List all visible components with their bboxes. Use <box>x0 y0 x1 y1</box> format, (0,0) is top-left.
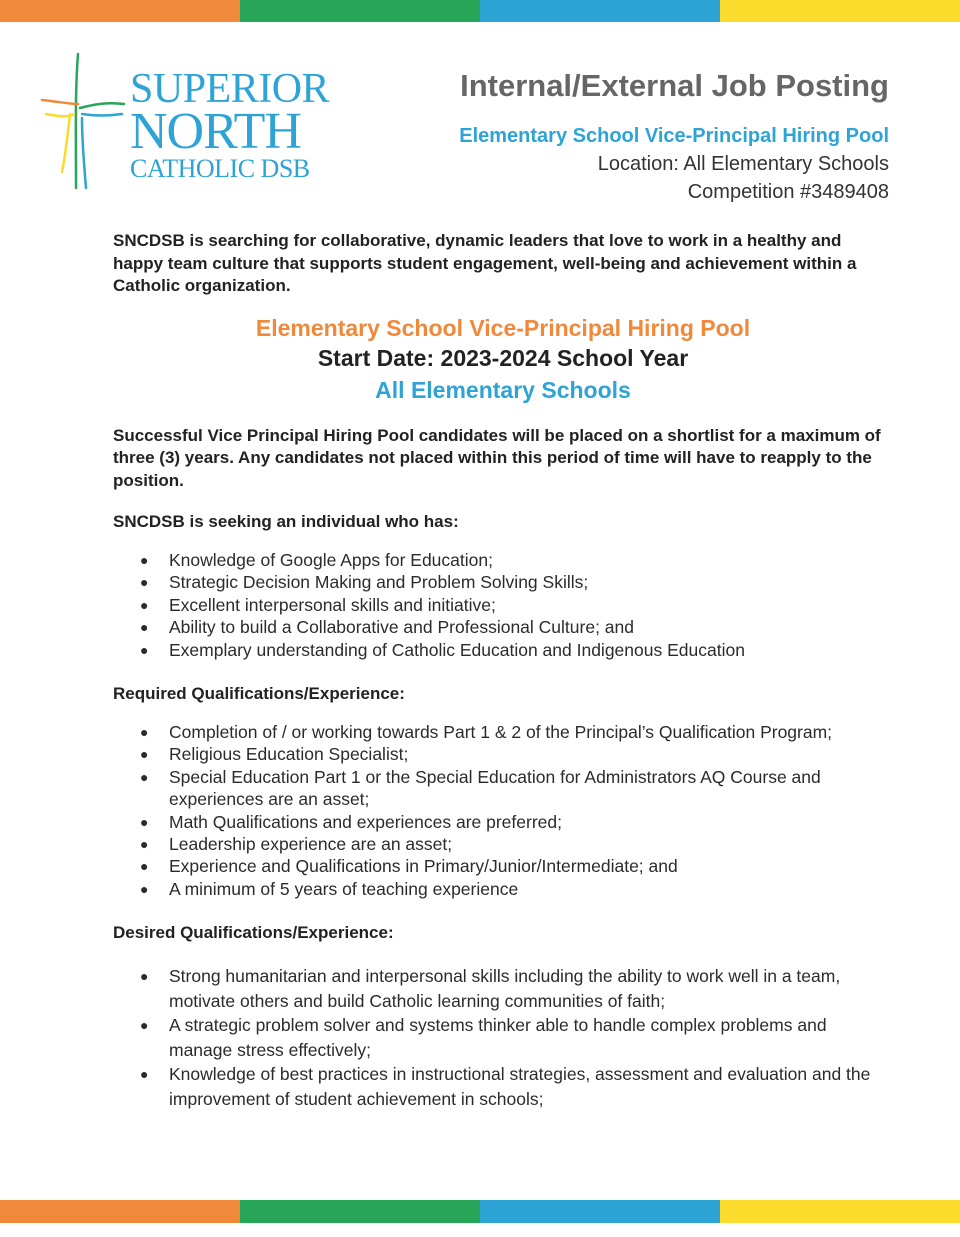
posting-subtitle: Elementary School Vice-Principal Hiring Pool <box>459 125 889 147</box>
bottom-color-bar <box>0 1200 960 1223</box>
list-item-text: Exemplary understanding of Catholic Education and Indigenous Education <box>169 639 745 660</box>
list-item-text: Strong humanitarian and interpersonal skills including the ability to work well in a team, motivate others and build Catholic learning communities of faith; <box>169 966 841 1011</box>
list-item-text: Religious Education Specialist; <box>169 744 409 765</box>
bullet-icon: ● <box>140 574 149 591</box>
top-color-bar <box>0 0 960 22</box>
list-item <box>113 743 893 765</box>
list-item <box>113 1013 893 1062</box>
bar-segment-blue <box>480 0 720 22</box>
list-item-text: Strategic Decision Making and Problem Solving Skills; <box>169 572 589 593</box>
list-item <box>113 639 893 661</box>
list-item-text: Excellent interpersonal skills and initiative; <box>169 594 496 615</box>
list-item-text: Experience and Qualifications in Primary/Junior/Intermediate; and <box>169 856 678 877</box>
bar-segment-yellow <box>720 0 960 22</box>
bar-segment-blue <box>480 1200 720 1223</box>
seeking-list <box>113 549 893 661</box>
bar-segment-orange <box>0 0 240 22</box>
bullet-icon: ● <box>140 858 149 875</box>
list-item-text: Math Qualifications and experiences are preferred; <box>169 811 562 832</box>
list-item-text: A strategic problem solver and systems thinker able to handle complex problems and manage stress effectively; <box>169 1015 827 1060</box>
competition-number: Competition #3489408 <box>687 181 889 203</box>
list-item <box>113 964 893 1013</box>
list-item-text: Knowledge of best practices in instructional strategies, assessment and evaluation and the improvement of student achievement in schools; <box>169 1064 871 1109</box>
bullet-icon: ● <box>140 552 149 568</box>
page-title: Internal/External Job Posting <box>460 68 889 103</box>
list-item <box>113 1062 893 1111</box>
bullet-icon: ● <box>140 880 149 897</box>
bullet-icon: ● <box>140 619 149 636</box>
position-title: Elementary School Vice-Principal Hiring Pool <box>255 314 751 341</box>
logo-line-catholic-dsb: CATHOLIC DSB <box>130 154 310 183</box>
intro-paragraph: SNCDSB is searching for collaborative, dynamic leaders that love to work in a healthy and happy team culture that supports student engagement, well-being and achievement within a Catholic organization. <box>113 231 857 295</box>
list-item-text: A minimum of 5 years of teaching experience <box>169 878 519 899</box>
bullet-icon: ● <box>140 813 149 830</box>
bullet-icon: ● <box>140 768 149 785</box>
bullet-icon: ● <box>140 968 149 985</box>
bar-segment-orange <box>0 1200 240 1223</box>
list-item <box>113 571 893 593</box>
bullet-icon: ● <box>140 724 149 741</box>
posting-location: Location: All Elementary Schools <box>597 153 889 175</box>
list-item <box>113 549 893 571</box>
centered-heading-block <box>113 313 893 407</box>
list-item-text: Leadership experience are an asset; <box>169 834 453 855</box>
posting-header <box>459 68 889 206</box>
list-item-text: Knowledge of Google Apps for Education; <box>169 550 493 570</box>
list-item-text: Special Education Part 1 or the Special Education for Administrators AQ Course and experiences are an asset; <box>169 766 821 810</box>
bullet-icon: ● <box>140 836 149 853</box>
logo-wordmark <box>130 68 329 182</box>
bullet-icon: ● <box>140 1066 149 1083</box>
bullet-icon: ● <box>140 1017 149 1034</box>
list-item <box>113 594 893 616</box>
required-heading: Required Qualifications/Experience: <box>113 684 405 704</box>
bullet-icon: ● <box>140 596 149 613</box>
desired-heading: Desired Qualifications/Experience: <box>113 923 394 943</box>
list-item <box>113 811 893 833</box>
shortlist-paragraph: Successful Vice Principal Hiring Pool candidates will be placed on a shortlist for a maximum of three (3) years. Any candidates not placed within this period of time will have to reapply to the position. <box>113 425 881 490</box>
bar-segment-green <box>240 0 480 22</box>
required-list <box>113 721 893 900</box>
logo-line-north: NORTH <box>130 103 301 160</box>
bullet-icon: ● <box>140 746 149 763</box>
list-item <box>113 878 893 900</box>
list-item <box>113 855 893 877</box>
start-date: Start Date: 2023-2024 School Year <box>317 344 689 371</box>
bar-segment-green <box>240 1200 480 1223</box>
list-item <box>113 766 893 811</box>
cross-logo-icon <box>40 52 130 192</box>
posting-body <box>113 230 893 1111</box>
list-item <box>113 833 893 855</box>
list-item-text: Completion of / or working towards Part 1 & 2 of the Principal’s Qualification Program; <box>169 722 833 743</box>
logo-line-superior: SUPERIOR <box>130 66 330 112</box>
list-item <box>113 721 893 743</box>
bar-segment-yellow <box>720 1200 960 1223</box>
bullet-icon: ● <box>140 641 149 658</box>
desired-list <box>113 964 893 1111</box>
list-item-text: Ability to build a Collaborative and Professional Culture; and <box>169 617 634 638</box>
seeking-heading: SNCDSB is seeking an individual who has: <box>113 512 459 531</box>
list-item <box>113 616 893 638</box>
schools-heading: All Elementary Schools <box>375 376 631 403</box>
logo <box>40 52 330 192</box>
